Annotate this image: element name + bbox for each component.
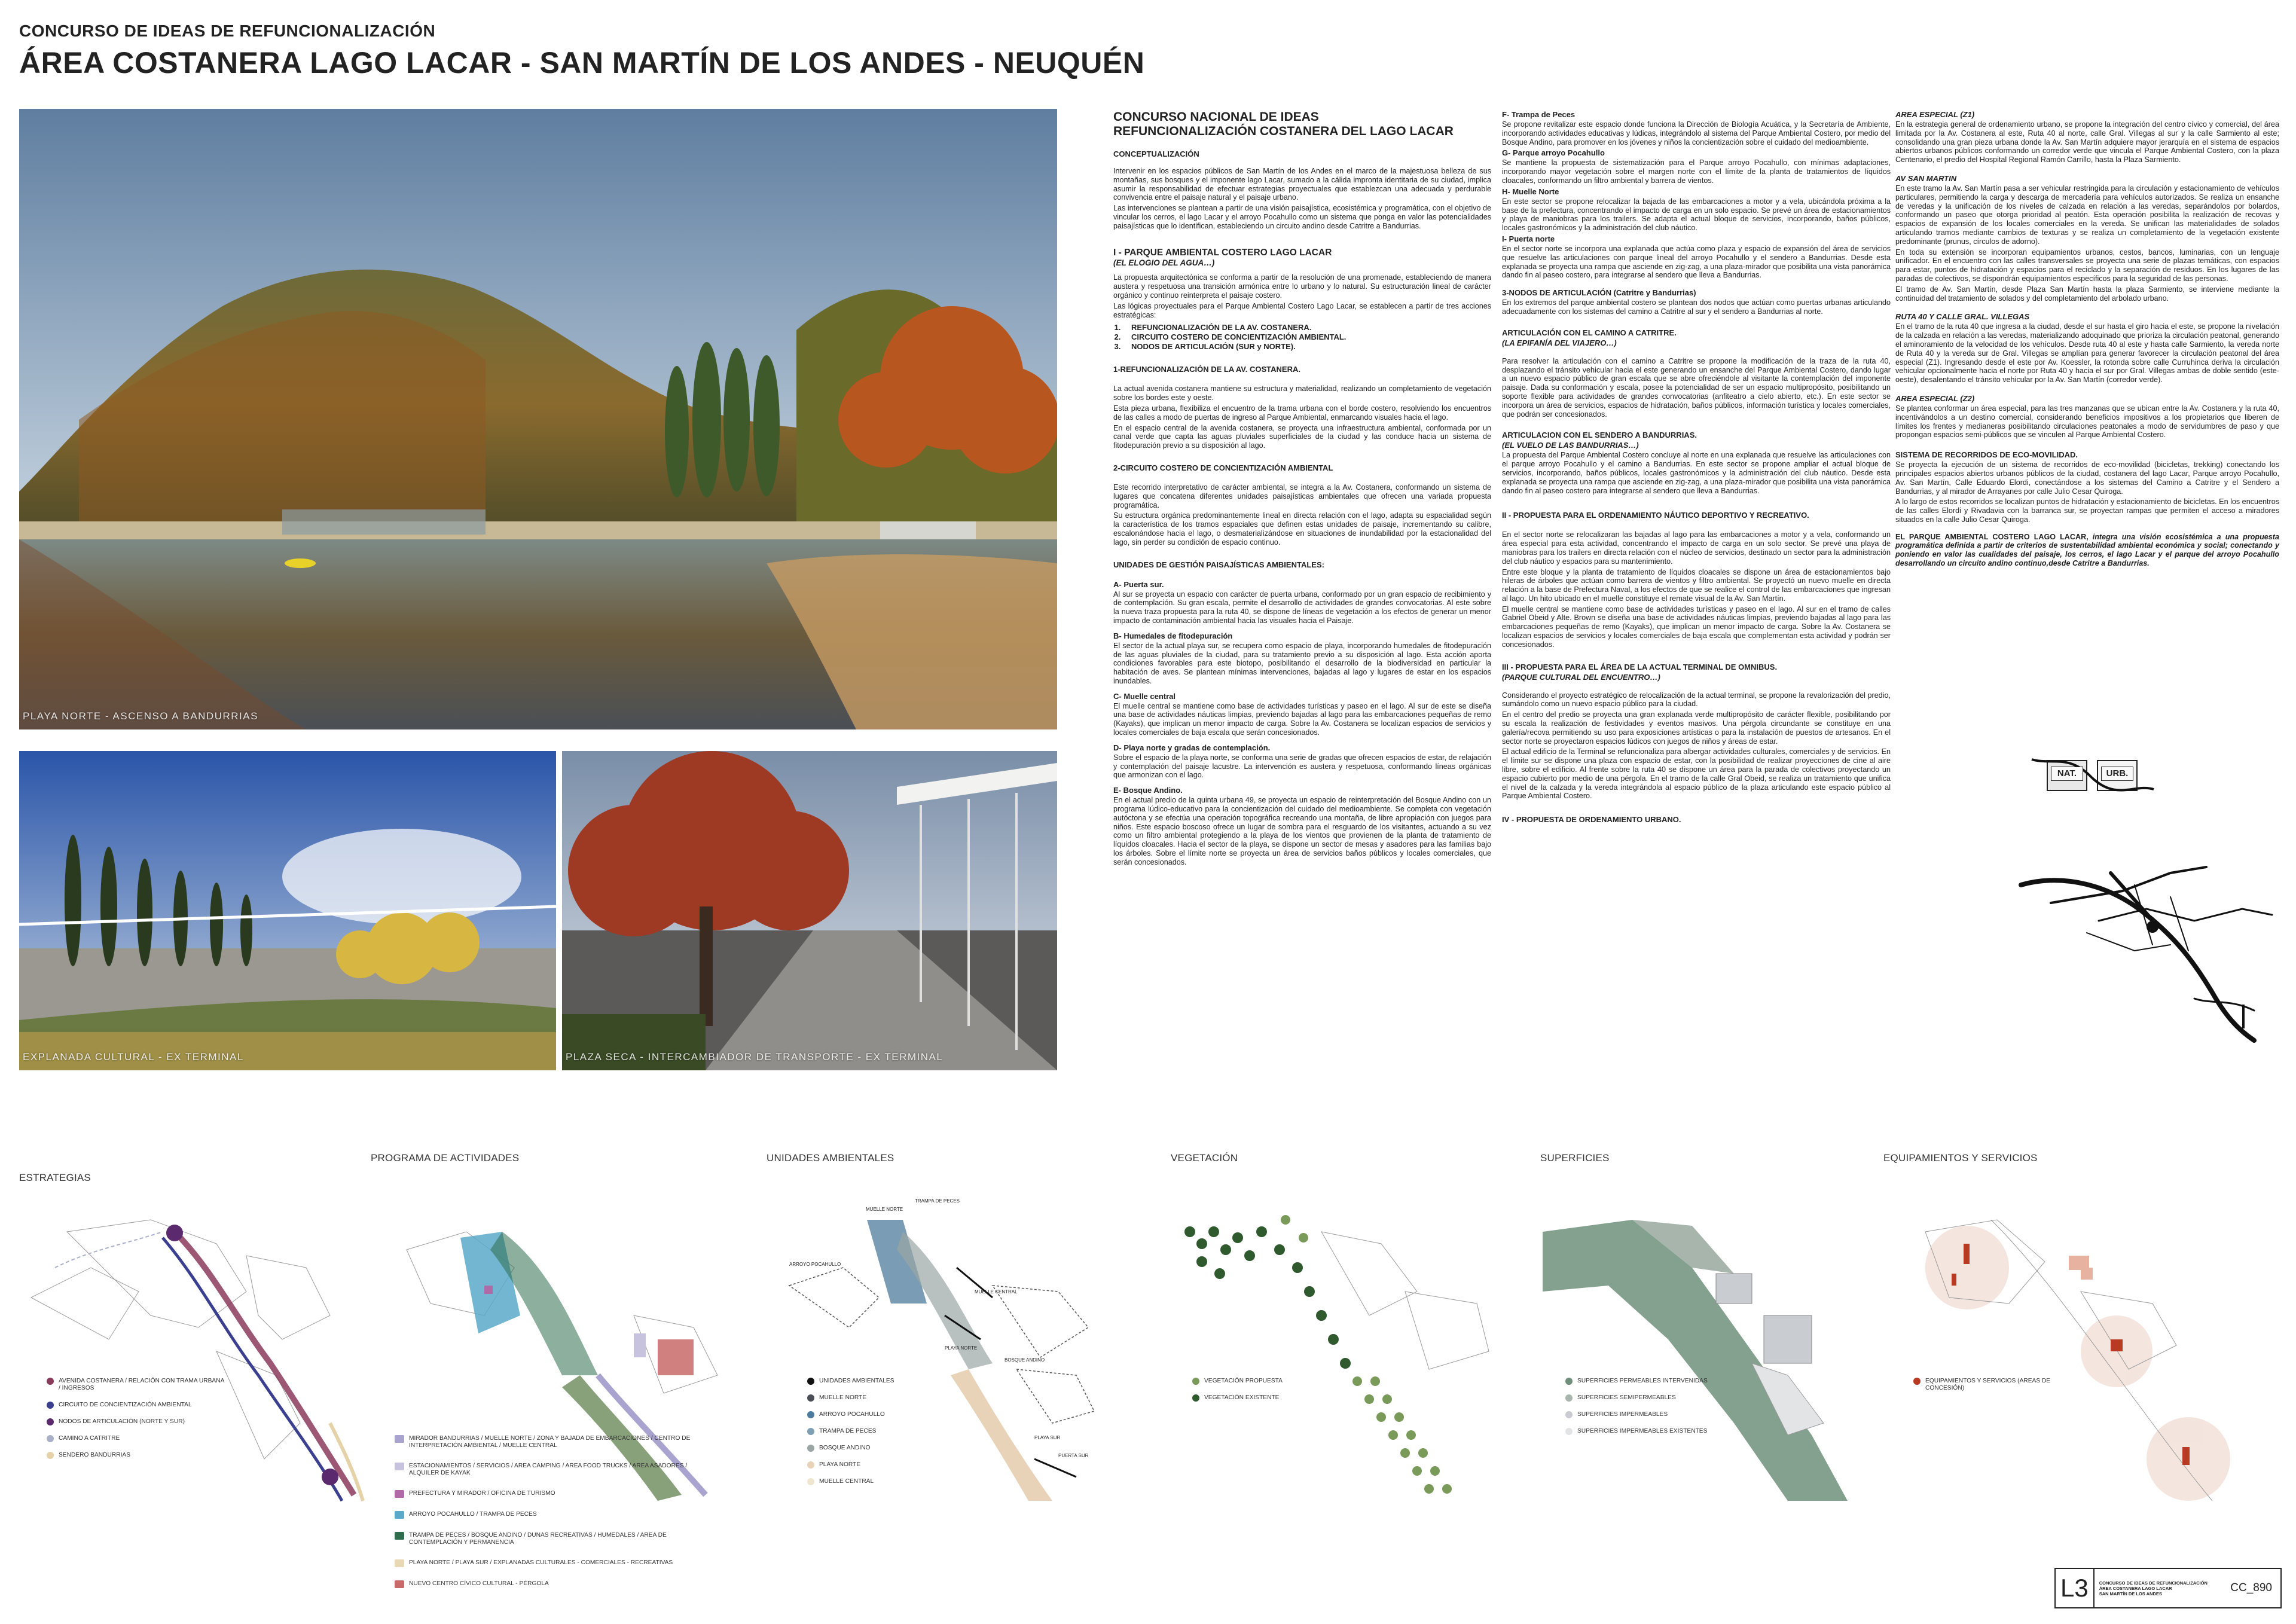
section-paragraph: En los extremos del parque ambiental costero se plantean dos nodos que actúan como puertas urbanas articulando adecuadamente con los sistemas del camino a Catritre al sur y el sendero a Bandurrias al norte. <box>1502 298 1891 316</box>
unit-paragraph: Se propone revitalizar este espacio donde funciona la Dirección de Biología Acuática, y la Secretaría de Ambiente, incorporando actividades educativas y lúdicas, integrándolo al sistema del Parque Ambiental Costero, por medio del Bosque Andino, para promover en los jóvenes y niños la concientización sobre el cuidado del medioambiente. <box>1502 120 1891 146</box>
concept-paragraph: Las intervenciones se plantean a partir de una visión paisajística, ecosistémica y programática, con el objetivo de vincular los cerros, el lago Lacar y el arroyo Pocahullo como un sistema que ponga en valor las potencialidades paisajísticas que lo identifican, estableciendo un circuito andino desde Catritre a Bandurrias. <box>1113 204 1491 230</box>
text-column-1 <box>1113 110 1491 869</box>
main-photo-caption: PLAYA NORTE - ASCENSO A BANDURRIAS <box>23 710 258 722</box>
explanada-photo-caption: EXPLANADA CULTURAL - EX TERMINAL <box>23 1051 244 1063</box>
section-paragraph: En el centro del predio se proyecta una gran explanada verde multipropósito de carácter flexible, posibilitando por su escala la realización de festividades y eventos masivos. Una pérgola circundante se constituye en una galería/recova permitiendo su uso para exposiciones artísticas o para la instalación de puestos de artesanos. En el sector norte se proyectaron espacios lúdicos con juegos de niños y áreas de estar. <box>1502 710 1891 746</box>
diagram-equipamientos <box>1901 1196 2272 1507</box>
unit-label: PLAYA NORTE <box>945 1345 978 1351</box>
unit-label: ARROYO POCAHULLO <box>789 1262 841 1267</box>
legend-swatch <box>807 1411 814 1418</box>
section-paragraph: Las lógicas proyectuales para el Parque Ambiental Costero Lago Lacar, se establecen a partir de tres acciones estratégicas: <box>1113 301 1491 319</box>
legend-item: TRAMPA DE PECES / BOSQUE ANDINO / DUNAS RECREATIVAS / HUMEDALES / AREA DE CONTEMPLACIÓN Y PERMANENCIA <box>395 1532 706 1546</box>
legend-swatch <box>395 1490 404 1498</box>
section-heading: I - PARQUE AMBIENTAL COSTERO LAGO LACAR <box>1113 247 1332 258</box>
section-paragraph: En el espacio central de la avenida costanera, se proyecta una infraestructura ambiental, conformada por un canal verde que capta las aguas pluviales superficiales de la ciudad y las conduce hacia un sistema de fitodepuración previo a su disposición al lago. <box>1113 423 1491 450</box>
list-item: 1. REFUNCIONALIZACIÓN DE LA AV. COSTANERA. <box>1123 323 1491 332</box>
list-item: 2. CIRCUITO COSTERO DE CONCIENTIZACIÓN AMBIENTAL. <box>1123 332 1491 342</box>
legend-item: ESTACIONAMIENTOS / SERVICIOS / AREA CAMPING / AREA FOOD TRUCKS / AREA ASADORES / ALQUILER DE KAYAK <box>395 1463 706 1477</box>
legend-item: CAMINO A CATRITRE <box>47 1435 226 1442</box>
diagram-title-superficies: SUPERFICIES <box>1540 1152 1610 1164</box>
legend-item: ARROYO POCAHULLO <box>807 1411 951 1418</box>
legend-swatch <box>1565 1378 1573 1385</box>
unit-heading: C- Muelle central <box>1113 691 1176 701</box>
unit-heading: G- Parque arroyo Pocahullo <box>1502 148 1605 158</box>
unit-paragraph: El muelle central se mantiene como base de actividades turísticas y paseo en el lago. Al sur de este se diseña una base de actividades náuticas limpias, previendo bajadas al lago para las embarcaciones pequeñas de remo (Kayaks), que implican un menor impacto de carga. Sobre la Av. Costanera se localizan espacios de servicios y locales comerciales de baja escala que serán concesionados. <box>1113 701 1491 737</box>
unit-label: BOSQUE ANDINO <box>1004 1357 1045 1363</box>
section-paragraph: En este tramo la Av. San Martín pasa a ser vehicular restringida para la circulación y estacionamiento de vehículos particulares, permitiendo la carga y descarga de mercadería para vehículos autorizados. Se realiza un ensanche de veredas y la unificación de los niveles de calzada en relación a las veredas, separándolos por bolardos, conformando un paseo que otorga prioridad al peatón. Esta operación posibilita la realización de recovas y espacios de expansión de los locales comerciales en la vereda. Se unifican las materialidades de solados articulando tramos mediante cambios de texturas y se realiza un completamiento de la vegetación existente predominante (prunus, círculos de adorno). <box>1895 184 2279 246</box>
section-paragraph: La actual avenida costanera mantiene su estructura y materialidad, realizando un completamiento de vegetación sobre los bordes este y oeste. <box>1113 384 1491 402</box>
legend-item: MUELLE NORTE <box>807 1394 951 1402</box>
section-heading: II - PROPUESTA PARA EL ORDENAMIENTO NÁUTICO DEPORTIVO Y RECREATIVO. <box>1502 511 1809 520</box>
section-heading: III - PROPUESTA PARA EL ÁREA DE LA ACTUAL TERMINAL DE OMNIBUS. <box>1502 662 1778 671</box>
concept-heading: CONCEPTUALIZACIÓN <box>1113 149 1199 158</box>
legend-swatch <box>1192 1378 1199 1385</box>
section-paragraph: Entre este bloque y la planta de tratamiento de líquidos cloacales se dispone un área de estacionamientos bajo hileras de árboles que actúan como barrera de vientos y filtro ambiental. Se proyectó un nuevo muelle en directa relación a la base de Prefectura Naval, a los efectos de que se realice el control de las embarcaciones que ingresan al lago. Un hito ubicado en el muelle constituye el remate visual de la Av. San Martín. <box>1502 567 1891 603</box>
section-paragraph: El actual edificio de la Terminal se refuncionaliza para albergar actividades culturales, comerciales y de servicios. En el límite sur se dispone una plaza con espacio de estar, con la posibilidad de realizar proyecciones de cine al aire libre, sobre el edificio. Al frente sobre la ruta 40 se dispone un área para la parada de colectivos proyectando un espacio cubierto por medio de una pérgola. En el tramo de la calle Gral Obeid, se realiza un tratamiento que unifica el nivel de la calzada y la vereda integrándola al espacio público de la plaza articulando este espacio público al Parque Ambiental Costero. <box>1502 747 1891 801</box>
legend-item: SUPERFICIES PERMEABLES INTERVENIDAS <box>1565 1378 1721 1385</box>
unit-label: TRAMPA DE PECES <box>915 1198 960 1204</box>
board-supertitle: CONCURSO DE IDEAS DE REFUNCIONALIZACIÓN <box>19 22 436 40</box>
board-title: ÁREA COSTANERA LAGO LACAR - SAN MARTÍN DE LOS ANDES - NEUQUÉN <box>19 46 1145 80</box>
legend-swatch <box>1565 1411 1573 1418</box>
legend-swatch <box>47 1402 54 1409</box>
legend-item: SUPERFICIES IMPERMEABLES EXISTENTES <box>1565 1428 1721 1435</box>
legend-swatch <box>395 1435 404 1443</box>
legend-item: MUELLE CENTRAL <box>807 1478 951 1485</box>
plaza-seca-photo-caption: PLAZA SECA - INTERCAMBIADOR DE TRANSPORTE - EX TERMINAL <box>566 1051 944 1063</box>
legend-unidades <box>807 1378 951 1495</box>
unit-paragraph: El sector de la actual playa sur, se recupera como espacio de playa, incorporando humedales de fitodepuración de las aguas pluviales de la ciudad, para su tratamiento previo a su disposición al lago. Esta acción aporta condiciones favorables para este biotopo, posibilitando el desarrollo de la biodiversidad en particular la habitación de aves. Se plantean mínimas intervenciones, bajadas al lago y lugares de estar en los espacios inundables. <box>1113 641 1491 685</box>
legend-swatch <box>807 1394 814 1402</box>
section-paragraph: La propuesta del Parque Ambiental Costero concluye al norte en una explanada que resuelve las articulaciones con el parque arroyo Pocahullo y el camino a Bandurrias. En este sector se propone ampliar el actual bloque de servicios, incorporando, baños públicos, locales gastronómicos y la administración del club náutico. Desde esta explanada se proyecta una rampa que asciende en zig-zag, a una plaza-mirador que posibilita una vista panorámica dando fin al paseo costero para integrarse al sendero que lleva a Bandurrias. <box>1502 451 1891 495</box>
concept-paragraph: Intervenir en los espacios públicos de San Martín de los Andes en el marco de la majestuosa belleza de sus montañas, sus bosques y el imponente lago Lacar, sumado a la cálida impronta identitaria de su ciudad, implica asumir la responsabilidad de efectuar estrategias proyectuales que establezcan una adecuada y perdurable convivencia entre el paisaje natural y el paisaje urbano. <box>1113 167 1491 202</box>
unit-heading: E- Bosque Andino. <box>1113 786 1183 795</box>
legend-swatch <box>47 1378 54 1385</box>
subsection-heading: ARTICULACIÓN CON EL CAMINO A CATRITRE. <box>1502 328 1677 337</box>
urban-sketch <box>2015 849 2278 1046</box>
unit-paragraph: En el sector norte se incorpora una explanada que actúa como plaza y espacio de expansión del área de servicios que resuelve las articulaciones con parque lineal del arroyo Pocahullo y el sendero a Bandurrias. Desde esta explanada se proyecta una rampa que asciende en zig-zag, a una plaza-mirador que posibilita una vista panorámica dando fin al paseo costero, para integrarse al sendero que lleva a Bandurrias. <box>1502 244 1891 280</box>
legend-swatch <box>807 1378 814 1385</box>
legend-swatch <box>395 1463 404 1470</box>
legend-estrategias <box>47 1378 226 1469</box>
sheet-code: L3 <box>2056 1569 2095 1607</box>
entry-code: CC_890 <box>2230 1582 2272 1594</box>
section-heading: IV - PROPUESTA DE ORDENAMIENTO URBANO. <box>1502 815 1681 825</box>
section-paragraph: La propuesta arquitectónica se conforma a partir de la resolución de una promenade, estableciendo de manera austera y respetuosa una transición armónica entre lo urbano y lo natural. Su estructuración lineal de carácter orgánico y continuo reinterpreta el paisaje costero. <box>1113 273 1491 300</box>
unit-paragraph: Al sur se proyecta un espacio con carácter de puerta urbana, conformado por un gran espacio de recibimiento y de contemplación. Su gran escala, permite el desarrollo de actividades de grandes convocatorias. Al este sobre la nueva traza propuesta para la ruta 40, se dispone de líneas de vegetación a los efectos de generar un menor impacto de contaminación ambiental hacia las visuales hacia el Paisaje. <box>1113 590 1491 625</box>
strategy-list <box>1123 323 1491 352</box>
legend-equipamientos <box>1913 1378 2069 1402</box>
legend-swatch <box>807 1461 814 1469</box>
legend-item: BOSQUE ANDINO <box>807 1445 951 1452</box>
section-subtitle: (PARQUE CULTURAL DEL ENCUENTRO…) <box>1502 672 1660 682</box>
unit-heading: A- Puerta sur. <box>1113 579 1164 589</box>
section-paragraph: El tramo de Av. San Martín, desde Plaza San Martín hasta la plaza Sarmiento, se interviene mediante la continuidad del tratamiento de solados y del completamiento del arbolado urbano. <box>1895 285 2279 303</box>
subsection-heading: AREA ESPECIAL (Z2) <box>1895 393 1975 403</box>
legend-swatch <box>807 1428 814 1435</box>
section-subtitle: (EL ELOGIO DEL AGUA…) <box>1113 258 1215 267</box>
legend-item: PREFECTURA Y MIRADOR / OFICINA DE TURISMO <box>395 1490 706 1498</box>
section-paragraph: Considerando el proyecto estratégico de relocalización de la actual terminal, se propone la revalorización del predio, sumándolo como un nuevo espacio público para la ciudad. <box>1502 691 1891 709</box>
legend-item: SUPERFICIES IMPERMEABLES <box>1565 1411 1721 1418</box>
legend-item: SUPERFICIES SEMIPERMEABLES <box>1565 1394 1721 1402</box>
subsection-heading: 2-CIRCUITO COSTERO DE CONCIENTIZACIÓN AMBIENTAL <box>1113 463 1333 472</box>
section-paragraph: Para resolver la articulación con el camino a Catritre se propone la modificación de la traza de la ruta 40, desplazando el tránsito vehicular hacia el este generando un ensanche del Parque Ambiental Costero, dando lugar a un nuevo espacio público de gran escala que se abre ofreciéndole al visitante la contemplación del imponente paisaje. Dada su conformación y escala, posee la potencialidad de ser un espacio multipropósito, posibilitando un soporte flexible para actividades de grandes convocatorias (anfiteatro a cielo abierto, etc.). En este sector se incorpora un área de servicios, espacios de hidratación, baños públicos, información turística y locales comerciales, que podrán ser concesionados. <box>1502 356 1891 419</box>
legend-swatch <box>395 1559 404 1567</box>
conclusion-lead: EL PARQUE AMBIENTAL COSTERO LAGO LACAR, <box>1895 532 2089 541</box>
list-item: 3. NODOS DE ARTICULACIÓN (SUR y NORTE). <box>1123 342 1491 352</box>
unit-paragraph: Se mantiene la propuesta de sistematización para el Parque arroyo Pocahullo, con mínimas adaptaciones, incorporando mayor vegetación sobre el margen norte con el límite de la planta de tratamientos de líquidos cloacales, conformando un filtro ambiental y barrera de vientos. <box>1502 158 1891 185</box>
unit-heading: F- Trampa de Peces <box>1502 110 1576 119</box>
legend-item: TRAMPA DE PECES <box>807 1428 951 1435</box>
subsection-heading: 1-REFUNCIONALIZACIÓN DE LA AV. COSTANERA. <box>1113 365 1300 374</box>
section-paragraph: El muelle central se mantiene como base de actividades turísticas y paseo en el lago. Al sur en el tramo de calles Gabriel Obeid y Alte. Brown se diseña una base de actividades náuticas limpias, previendo bajadas al lago para las embarcaciones pequeñas de remo (Kayaks), que implican un menor impacto de carga. Sobre la Av. Costanera se localizan espacios de servicios y locales comerciales de baja escala que complementan esta actividad y podrán ser concesionados. <box>1502 605 1891 649</box>
legend-item: PLAYA NORTE <box>807 1461 951 1469</box>
legend-swatch <box>807 1445 814 1452</box>
diagram-title-estrategias: ESTRATEGIAS <box>19 1172 91 1183</box>
diagram-superficies <box>1537 1196 1895 1507</box>
legend-swatch <box>1565 1394 1573 1402</box>
text-column-3 <box>1895 110 2279 570</box>
section-paragraph: Este recorrido interpretativo de carácter ambiental, se integra a la Av. Costanera, conformando un sistema de lugares que concatena diferentes unidades paisajísticas ambientales que ofrecen una variada propuesta programática. <box>1113 483 1491 509</box>
legend-swatch <box>47 1418 54 1425</box>
legend-item: UNIDADES AMBIENTALES <box>807 1378 951 1385</box>
unit-paragraph: En el actual predio de la quinta urbana 49, se proyecta un espacio de reinterpretación del Bosque Andino con un programa lúdico-educativo para la concientización del cuidado del medioambiente. Se completa con vegetación autóctona y se efectúa una operación topográfica recreando una montaña, de libre apropiación con juegos para niños. Este espacio boscoso ofrece un lugar de sombra para el resguardo de los visitantes, actuando a su vez como un filtro ambiental protegiendo a la playa de los vientos que provienen de la planta de tratamiento de líquidos cloacales. Hacia el sector de la playa, se dispone un sector de mesas y asadores para las familias bajo los árboles. Sobre el límite norte se proyecta un área de servicios baños públicos y locales comerciales, que serán concesionados. <box>1113 796 1491 866</box>
unit-label: MUELLE CENTRAL <box>975 1289 1018 1295</box>
legend-programa <box>395 1435 706 1601</box>
legend-swatch <box>1913 1378 1921 1385</box>
legend-item: NUEVO CENTRO CÍVICO CULTURAL - PÉRGOLA <box>395 1580 706 1588</box>
legend-swatch <box>1192 1394 1199 1402</box>
sketch-label-nat: NAT. <box>2051 767 2083 781</box>
unit-label: PLAYA SUR <box>1034 1435 1061 1440</box>
conclusion-text: integra una visión ecosistémica a una propuesta programática definida a partir de criterios de sustentabilidad ambiental económica y social; conectando y poniendo en valor las cualidades del paisaje, los cerros, el lago Lacar y el parque del arroyo Pocahullo desarrollando un circuito andino continuo,desde Catritre a Bandurrias. <box>1895 532 2279 568</box>
legend-swatch <box>47 1452 54 1459</box>
legend-item: EQUIPAMIENTOS Y SERVICIOS (AREAS DE CONCESIÓN) <box>1913 1378 2069 1392</box>
subsection-heading: AREA ESPECIAL (Z1) <box>1895 110 1975 119</box>
text-column-2 <box>1502 110 1891 825</box>
subsection-heading: RUTA 40 Y CALLE GRAL. VILLEGAS <box>1895 312 2030 322</box>
plaza-seca-render-photo <box>562 751 1057 1070</box>
unit-heading: H- Muelle Norte <box>1502 187 1559 196</box>
sheet-info: CONCURSO DE IDEAS DE REFUNCIONALIZACIÓN ÁREA COSTANERA LAGO LACAR SAN MARTÍN DE LOS ANDES <box>2099 1580 2208 1596</box>
legend-vegetacion <box>1192 1378 1336 1411</box>
sketch-label-urb: URB. <box>2101 767 2133 781</box>
section-paragraph: Su estructura orgánica predominantemente lineal en directa relación con el lago, adapta su espacialidad según la característica de los tramos espaciales que definen estas unidades de paisaje, incrementando su calibre, escalonándose hacia el lago, o desmaterializándose en situaciones de inundabilidad por la estacionalidad del lago, sin perder su condición de espacio continuo. <box>1113 511 1491 547</box>
legend-swatch <box>807 1478 814 1485</box>
nat-urb-sketch <box>2027 741 2158 807</box>
legend-item: CIRCUITO DE CONCIENTIZACIÓN AMBIENTAL <box>47 1402 226 1409</box>
subsection-heading: ARTICULACION CON EL SENDERO A BANDURRIAS. <box>1502 431 1697 440</box>
legend-item: VEGETACIÓN EXISTENTE <box>1192 1394 1336 1402</box>
subsection-subtitle: (EL VUELO DE LAS BANDURRIAS…) <box>1502 441 1639 450</box>
section-paragraph: Se plantea conformar un área especial, para las tres manzanas que se ubican entre la Av. Costanera y la ruta 40, incentivándolos a un destino comercial, considerando beneficios impositivos a los propietarios que liberen de límites los frentes y medianeras posibilitando circulaciones peatonales a modo de servidumbres de paso y que propongan espacios semi-públicos que se vinculen al Parque Ambiental Costero. <box>1895 404 2279 439</box>
diagram-vegetacion <box>1166 1196 1537 1507</box>
unit-heading: B- Humedales de fitodepuración <box>1113 631 1233 640</box>
section-paragraph: Esta pieza urbana, flexibiliza el encuentro de la trama urbana con el borde costero, resolviendo los encuentros de las calles a modo de puertas de ingreso al Parque Ambiental, enmarcando visuales hacia el lago. <box>1113 404 1491 422</box>
unit-label: PUERTA SUR <box>1058 1453 1089 1458</box>
subsection-heading: UNIDADES DE GESTIÓN PAISAJÍSTICAS AMBIENTALES: <box>1113 560 1324 569</box>
title-block <box>2054 1568 2282 1608</box>
unit-paragraph: Sobre el espacio de la playa norte, se conforma una serie de gradas que ofrecen espacios de estar, de relajación y contemplación del paisaje lacustre. La intervención es austera y respetuosa, conformando líneas orgánicas que armonizan con el lago. <box>1113 753 1491 780</box>
legend-item: VEGETACIÓN PROPUESTA <box>1192 1378 1336 1385</box>
conclusion-paragraph <box>1895 533 2279 568</box>
legend-swatch <box>395 1532 404 1540</box>
section-paragraph: En el tramo de la ruta 40 que ingresa a la ciudad, desde el sur hasta el giro hacia el este, se propone la nivelación de la calzada en relación a las veredas, materializando adoquinado que prioriza la circulación peatonal, generando el aminoramiento de la velocidad de los vehículos. Desde ruta 40 al este y hasta calle Sarmiento, la vereda norte de Ruta 40 y la vereda sur de Gral. Villegas se amplían para generar favorecer la circulación peatonal del área especial (Z1). Ingresando desde el este por Av. Koessler, la rotonda sobre calle Curruhinca deriva la circulación vehicular opcionalmente hacia el norte por Ruta 40 y hacia el sur por Gral. Villegas ambas de doble sentido (este-oeste), desalentando el tránsito vehicular por la Av. San Martín (corredor verde). <box>1895 322 2279 384</box>
main-render-photo <box>19 109 1057 729</box>
legend-swatch <box>395 1511 404 1519</box>
legend-item: NODOS DE ARTICULACIÓN (NORTE Y SUR) <box>47 1418 226 1425</box>
legend-swatch <box>395 1580 404 1588</box>
section-paragraph: En toda su extensión se incorporan equipamientos urbanos, cestos, bancos, luminarias, con un lenguaje unificador. En el encuentro con las calles transversales se proyecta una serie de plazas temáticas, con espacios para estar, puntos de hidratación y espacios para el reciclado y la separación de residuos. En los lugares de las paradas de colectivos, se dispondrán equipamientos específicos para la seguridad de las personas. <box>1895 248 2279 283</box>
legend-item: SENDERO BANDURRIAS <box>47 1452 226 1459</box>
unit-paragraph: En este sector se propone relocalizar la bajada de las embarcaciones a motor y a vela, ubicándola próxima a la base de la prefectura, concentrando el impacto de carga en un solo espacio. Se prevé un área de estacionamientos y playa de maniobras para los trailers. Se adapta el actual bloque de servicios, incorporando, baños públicos, locales gastronómicos y la administración del club náutico. <box>1502 197 1891 233</box>
explanada-render-photo <box>19 751 556 1070</box>
section-paragraph: Se proyecta la ejecución de un sistema de recorridos de eco-movilidad (bicicletas, trekking) conectando los principales espacios abiertos urbanos públicos de la ciudad, costanera del lago Lacar, Parque arroyo Pocahullo, Av. San Martín, Calle Eduardo Elordi, conectándose a los sistemas del Camino a Catritre y el Sendero a Bandurrias, y al mirador de Arrayanes por calle Julio Cesar Quiroga. <box>1895 460 2279 496</box>
legend-superficies <box>1565 1378 1721 1445</box>
section-paragraph: En el sector norte se relocalizaran las bajadas al lago para las embarcaciones a motor y a vela, conformando un área especial para esta actividad, concentrando el impacto de carga en un solo sector. Se prevé una playa de maniobras para los trailers en directa relación con el núcleo de servicios, destinado un sector para la administración del club náutico y espacios para su mantenimiento. <box>1502 530 1891 566</box>
unit-label: MUELLE NORTE <box>866 1207 903 1212</box>
subsection-heading: AV SAN MARTIN <box>1895 173 1957 183</box>
subsection-heading: SISTEMA DE RECORRIDOS DE ECO-MOVILIDAD. <box>1895 450 2078 460</box>
legend-swatch <box>1565 1428 1573 1435</box>
diagram-title-programa: PROGRAMA DE ACTIVIDADES <box>371 1152 520 1164</box>
section-paragraph: En la estrategia general de ordenamiento urbano, se propone la integración del centro cívico y comercial, del área limitada por la Av. Costanera al este, Ruta 40 al norte, calle Gral. Villegas al sur y la calle Sarmiento al este; consolidando una gran pieza urbana donde la Av. San Martín adquiere mayor jerarquía en el sistema de espacios abiertos urbanos públicos conformando un corredor verde que vincula el Parque Ambiental Costero, con la plaza Centenario, el predio del Hospital Regional Ramón Carrillo, hasta la Plaza Sarmiento. <box>1895 120 2279 164</box>
memoria-title: CONCURSO NACIONAL DE IDEAS REFUNCIONALIZACIÓN COSTANERA DEL LAGO LACAR <box>1113 110 1454 138</box>
legend-item: MIRADOR BANDURRIAS / MUELLE NORTE / ZONA Y BAJADA DE EMBARCACIONES / CENTRO DE INTERPRETACIÓN AMBIENTAL / MUELLE CENTRAL <box>395 1435 706 1449</box>
subsection-heading: 3-NODOS DE ARTICULACIÓN (Catritre y Bandurrias) <box>1502 288 1696 298</box>
diagram-title-equipamientos: EQUIPAMIENTOS Y SERVICIOS <box>1883 1152 2038 1164</box>
legend-item: PLAYA NORTE / PLAYA SUR / EXPLANADAS CULTURALES - COMERCIALES - RECREATIVAS <box>395 1559 706 1567</box>
unit-heading: I- Puerta norte <box>1502 234 1555 243</box>
diagram-title-vegetacion: VEGETACIÓN <box>1171 1152 1238 1164</box>
section-paragraph: A lo largo de estos recorridos se localizan puntos de hidratación y estacionamiento de bicicletas. En los encuentros de las calles Elordi y Rivadavia con la barranca sur, se proyectan rampas que permiten el acceso a miradores situados en la calle Julio Cesar Quiroga. <box>1895 497 2279 524</box>
legend-item: ARROYO POCAHULLO / TRAMPA DE PECES <box>395 1511 706 1519</box>
subsection-subtitle: (LA EPIFANÍA DEL VIAJERO…) <box>1502 338 1617 347</box>
diagram-title-unidades: UNIDADES AMBIENTALES <box>767 1152 894 1164</box>
legend-item: AVENIDA COSTANERA / RELACIÓN CON TRAMA URBANA / INGRESOS <box>47 1378 226 1392</box>
legend-swatch <box>47 1435 54 1442</box>
unit-heading: D- Playa norte y gradas de contemplación. <box>1113 743 1271 752</box>
